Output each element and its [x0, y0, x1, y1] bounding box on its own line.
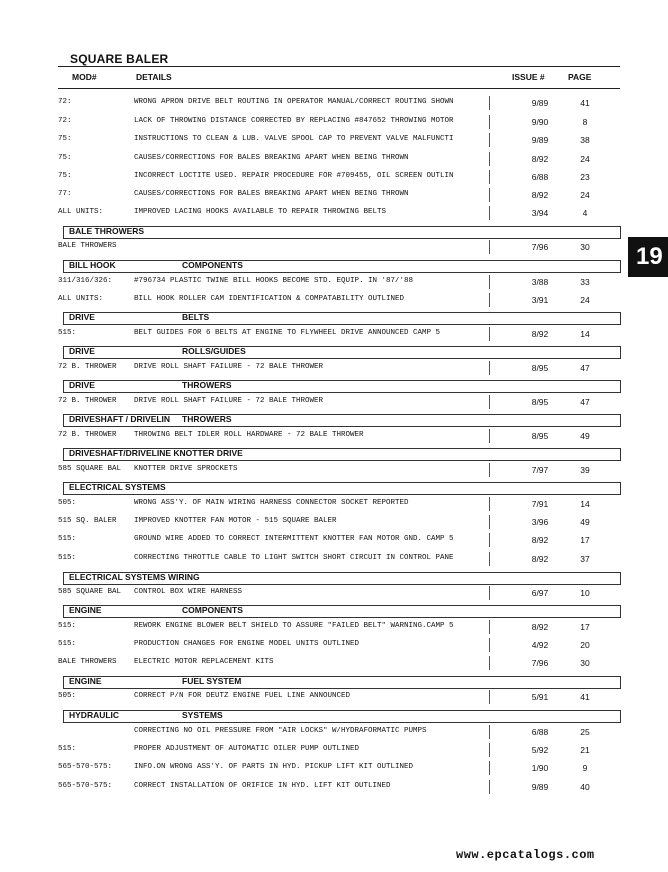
section-subheader: COMPONENTS — [182, 260, 243, 270]
table-row: 505: CORRECT P/N FOR DEUTZ ENGINE FUEL LINE ANNOUNCED 5/91 41 — [58, 692, 590, 702]
table-row: 565-570-575: CORRECT INSTALLATION OF ORIFICE IN HYD. LIFT KIT OUTLINED 9/89 40 — [58, 782, 590, 792]
table-row: 72 B. THROWER DRIVE ROLL SHAFT FAILURE - 72 BALE THROWER 8/95 47 — [58, 363, 590, 373]
col-header-page: PAGE — [568, 72, 592, 82]
table-row: 72 B. THROWER DRIVE ROLL SHAFT FAILURE - 72 BALE THROWER 8/95 47 — [58, 397, 590, 407]
table-row: 72: LACK OF THROWING DISTANCE CORRECTED BY REPLACING #847652 THROWING MOTOR 9/90 8 — [58, 117, 588, 127]
section-tab: 19 — [628, 237, 668, 277]
table-row: 585 SQUARE BAL KNOTTER DRIVE SPROCKETS 7/97 39 — [58, 465, 590, 475]
table-row: 565-570-575: INFO.ON WRONG ASS'Y. OF PARTS IN HYD. PICKUP LIFT KIT OUTLINED 1/90 9 — [58, 763, 588, 773]
section-subheader: ROLLS/GUIDES — [182, 346, 246, 356]
table-row: ALL UNITS: BILL HOOK ROLLER CAM IDENTIFICATION & COMPATABILITY OUTLINED 3/91 24 — [58, 295, 590, 305]
table-row: 75: CAUSES/CORRECTIONS FOR BALES BREAKING APART WHEN BEING THROWN 8/92 24 — [58, 154, 590, 164]
section-subheader: SYSTEMS — [182, 710, 223, 720]
section-subheader: THROWERS — [182, 414, 232, 424]
table-row: 77: CAUSES/CORRECTIONS FOR BALES BREAKING APART WHEN BEING THROWN 8/92 24 — [58, 190, 590, 200]
section-header: DRIVE — [69, 312, 95, 322]
section-header-box — [63, 605, 621, 618]
table-row: 515: PRODUCTION CHANGES FOR ENGINE MODEL UNITS OUTLINED 4/92 20 — [58, 640, 590, 650]
section-header: DRIVESHAFT / DRIVELIN — [69, 414, 171, 424]
header-rule — [58, 88, 620, 89]
table-row: 515 SQ. BALER IMPROVED KNOTTER FAN MOTOR - 515 SQUARE BALER 3/96 49 — [58, 517, 590, 527]
table-row: BALE THROWERS ELECTRIC MOTOR REPLACEMENT KITS 7/96 30 — [58, 658, 590, 668]
section-header: BALE THROWERS — [69, 226, 145, 236]
section-header: DRIVE — [69, 380, 95, 390]
col-header-details: DETAILS — [136, 72, 172, 82]
section-header-box — [63, 710, 621, 723]
table-row: CORRECTING NO OIL PRESSURE FROM "AIR LOCKS" W/HYDRAFORMATIC PUMPS 6/88 25 — [134, 727, 590, 737]
col-header-mod: MOD# — [72, 72, 97, 82]
title-rule — [58, 66, 620, 67]
col-header-issue: ISSUE # — [512, 72, 545, 82]
section-header: ENGINE — [69, 676, 102, 686]
table-row: 75: INCORRECT LOCTITE USED. REPAIR PROCEDURE FOR #709455, OIL SCREEN OUTLIN 6/88 23 — [58, 172, 590, 182]
section-header-box — [63, 312, 621, 325]
section-header: ENGINE — [69, 605, 102, 615]
footer-watermark: www.epcatalogs.com — [456, 848, 595, 862]
section-header: ELECTRICAL SYSTEMS WIRING — [69, 572, 200, 582]
section-subheader: BELTS — [182, 312, 210, 322]
section-header-box — [63, 346, 621, 359]
table-row: 72: WRONG APRON DRIVE BELT ROUTING IN OPERATOR MANUAL/CORRECT ROUTING SHOWN 9/89 41 — [58, 98, 590, 108]
table-row: BALE THROWERS 7/96 30 — [58, 242, 590, 252]
table-row: 515: GROUND WIRE ADDED TO CORRECT INTERMITTENT KNOTTER FAN MOTOR GND. CAMP 5 8/92 17 — [58, 535, 590, 545]
table-row: ALL UNITS: IMPROVED LACING HOOKS AVAILABLE TO REPAIR THROWING BELTS 3/94 4 — [58, 208, 588, 218]
table-row: 505: WRONG ASS'Y. OF MAIN WIRING HARNESS CONNECTOR SOCKET REPORTED 7/91 14 — [58, 499, 590, 509]
section-subheader: FUEL SYSTEM — [182, 676, 242, 686]
section-subheader: THROWERS — [182, 380, 232, 390]
table-row: 75: INSTRUCTIONS TO CLEAN & LUB. VALVE SPOOL CAP TO PREVENT VALVE MALFUNCTI 9/89 38 — [58, 135, 590, 145]
section-header: DRIVE — [69, 346, 95, 356]
section-subheader: COMPONENTS — [182, 605, 243, 615]
section-header-box — [63, 226, 621, 239]
table-row: 311/316/326: #796734 PLASTIC TWINE BILL HOOKS BECOME STD. EQUIP. IN '87/'88 3/88 33 — [58, 277, 590, 287]
section-header: ELECTRICAL SYSTEMS — [69, 482, 166, 492]
section-header: HYDRAULIC — [69, 710, 120, 720]
table-row: 72 B. THROWER THROWING BELT IDLER ROLL HARDWARE - 72 BALE THROWER 8/95 49 — [58, 431, 590, 441]
section-header: BILL HOOK — [69, 260, 116, 270]
section-header-box — [63, 260, 621, 273]
page-title: SQUARE BALER — [70, 52, 169, 66]
section-header: DRIVESHAFT/DRIVELINE KNOTTER DRIVE — [69, 448, 243, 458]
table-row: 515: PROPER ADJUSTMENT OF AUTOMATIC OILER PUMP OUTLINED 5/92 21 — [58, 745, 590, 755]
section-header-box — [63, 676, 621, 689]
section-header-box — [63, 380, 621, 393]
table-row: 585 SQUARE BAL CONTROL BOX WIRE HARNESS 6/97 10 — [58, 588, 590, 598]
table-row: 515: BELT GUIDES FOR 6 BELTS AT ENGINE TO FLYWHEEL DRIVE ANNOUNCED CAMP 5 8/92 14 — [58, 329, 590, 339]
table-row: 515: REWORK ENGINE BLOWER BELT SHIELD TO ASSURE "FAILED BELT" WARNING.CAMP 5 8/92 17 — [58, 622, 590, 632]
table-row: 515: CORRECTING THROTTLE CABLE TO LIGHT SWITCH SHORT CIRCUIT IN CONTROL PANE 8/92 37 — [58, 554, 590, 564]
